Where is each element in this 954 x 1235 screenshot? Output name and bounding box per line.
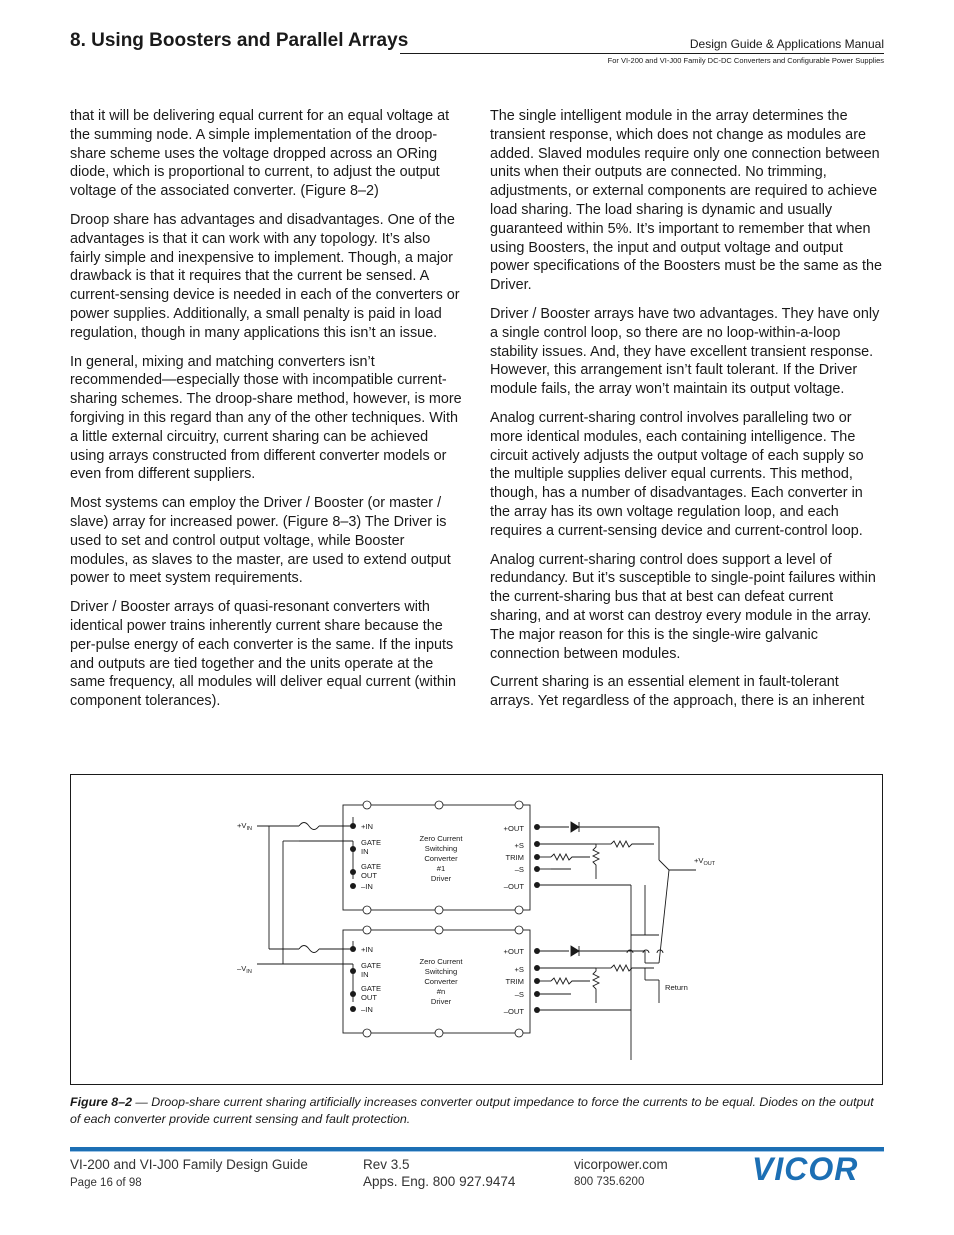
pin-label: –IN <box>361 1005 373 1014</box>
vin-pos-sub: IN <box>246 826 252 832</box>
module-text: Driver <box>430 874 452 883</box>
paragraph: Droop share has advantages and disadvantages. One of the advantages is that it can work with any topology. It’s also fairly simple and inexpensive to implement. Though, a major drawback is that it requires that the current be sensed. A current-sensing device is needed in each of the converters or power supplies. Additionally, a small penalty is paid in load regulation, though in many applications this isn’t an issue. <box>70 211 460 341</box>
module-text: #1 <box>436 864 446 873</box>
vin-neg-sub: IN <box>246 969 252 975</box>
paragraph: Current sharing is an essential element in fault-tolerant arrays. Yet regardless of the approach, there is an inherent <box>490 674 865 710</box>
module-text: Converter <box>424 854 458 863</box>
module-text: Driver <box>430 997 452 1006</box>
svg-text:+VOUT <box>694 856 716 867</box>
pin-label: GATE <box>361 961 382 970</box>
module-text: Switching <box>424 967 458 976</box>
pin-label: TRIM <box>505 853 524 862</box>
paragraph: Driver / Booster arrays of quasi-resonant converters with identical power trains inherently current share because the per-pulse energy of each converter is the same. If the inputs and outputs are tied together and the units operate at the same frequency, all modules will deliver equal current (within component tolerances). <box>70 599 457 710</box>
pin-label: +IN <box>361 822 374 831</box>
manual-subtitle: For VI-200 and VI-J00 Family DC-DC Converters and Configurable Power Supplies <box>607 56 884 65</box>
vin-pos-label: +V <box>237 821 247 830</box>
caption-label: Figure 8–2 <box>70 1095 132 1109</box>
pin-label: GATE <box>361 838 382 847</box>
circuit-diagram <box>71 775 882 1084</box>
paragraph: Driver / Booster arrays have two advantages. They have only a single control loop, so there are no loop-within-a-loop stability issues. And, they have excellent transient response. However, this arrangement isn’t fault tolerant. If the Driver module fails, the array won’t maintain its output voltage. <box>490 305 880 398</box>
pin-label: GATE <box>361 862 382 871</box>
paragraph: Most systems can employ the Driver / Booster (or master / slave) array for increased power. (Figure 8–3) The Driver is used to set and control output voltage, while Booster modules, as slaves to the master, are used to extend output power to meet system requirements. <box>70 495 451 587</box>
module-text: #n <box>436 987 446 996</box>
figure-8-2-frame <box>70 774 883 1085</box>
pin-label: +OUT <box>503 947 524 956</box>
svg-text:+VIN <box>237 821 252 832</box>
module-text: Zero Current <box>419 957 463 966</box>
manual-title: Design Guide & Applications Manual <box>689 37 884 51</box>
footer-phone: 800 735.6200 <box>574 1176 645 1188</box>
pin-label: +IN <box>361 945 374 954</box>
footer-doc-title: VI-200 and VI-J00 Family Design Guide <box>70 1157 308 1172</box>
pin-label: –OUT <box>503 882 524 891</box>
paragraph: Analog current-sharing control does support a level of redundancy. But it’s susceptible to single-point failures within the current-sharing bus that at best can defeat current sharing, and at worst can destroy every module in the array. The major reason for this is the single-wire galvanic connection between modules. <box>490 551 876 662</box>
pin-label: –OUT <box>503 1007 524 1016</box>
caption-text: — Droop-share current sharing artificially increases converter output impedance to force the currents to be equal. Diodes on the output of each converter provide current sensing and fault protection. <box>70 1095 874 1126</box>
vout-sub: OUT <box>703 861 716 867</box>
footer-website[interactable]: vicorpower.com <box>574 1157 668 1172</box>
pin-label: OUT <box>361 993 378 1002</box>
pin-label: +S <box>514 841 524 850</box>
pin-label: +S <box>514 965 524 974</box>
svg-text:–VIN <box>237 964 252 975</box>
right-column <box>490 107 884 721</box>
paragraph: Analog current-sharing control involves paralleling two or more identical modules, each containing intelligence. The circuit actively adjusts the output voltage of each supply so the multiple supplies deliver equal currents. This method, though, has a number of disadvantages. Each converter in the array has its own voltage regulation loop, and each requires a current-sensing device and current-control loop. <box>490 409 864 539</box>
vin-neg-label: –V <box>237 964 247 973</box>
footer-apps-phone: Apps. Eng. 800 927.9474 <box>363 1174 516 1189</box>
figure-caption <box>70 1094 884 1127</box>
pin-label: –S <box>514 990 524 999</box>
pin-label: +OUT <box>503 824 524 833</box>
pin-label: IN <box>361 847 369 856</box>
vicor-logo-text: VICOR <box>752 1153 859 1185</box>
paragraph: In general, mixing and matching converters isn’t recommended—especially those with incompatible current-sharing schemes. The droop-share method, however, is more forgiving in this regard than any of the other techniques. With a little external circuitry, current sharing can be achieved using arrays constructed from different converter models or even from different suppliers. <box>70 353 462 483</box>
return-label: Return <box>665 983 688 992</box>
header-rule <box>400 53 884 54</box>
module-text: Zero Current <box>419 834 463 843</box>
pin-label: GATE <box>361 984 382 993</box>
paragraph: that it will be delivering equal current for an equal voltage at the summing node. A simple implementation of the droop-share scheme uses the voltage dropped across an ORing diode, which is proportional to current, to adjust the output voltage of the associated converter. (Figure 8–2) <box>70 108 450 200</box>
pin-label: –S <box>514 865 524 874</box>
vicor-logo <box>752 1153 886 1185</box>
footer-rule-light <box>70 1151 884 1152</box>
pin-label: TRIM <box>505 977 524 986</box>
section-title: 8. Using Boosters and Parallel Arrays <box>70 30 409 51</box>
module-text: Switching <box>424 844 458 853</box>
pin-label: –IN <box>361 882 373 891</box>
pin-label: OUT <box>361 871 378 880</box>
pin-label: IN <box>361 970 369 979</box>
paragraph: The single intelligent module in the array determines the transient response, which does not change as modules are added. Slaved modules require only one connection between units when their outputs are connected. No trimming, adjustments, or external components are required to achieve load sharing. The load sharing is dynamic and usually guaranteed within 5%. It’s important to remember that when using Boosters, the input and output voltage and output power specifications of the Boosters must be the same as the Driver. <box>490 108 882 294</box>
vout-label: +V <box>694 856 704 865</box>
footer-rev: Rev 3.5 <box>363 1157 410 1172</box>
left-column <box>70 107 464 721</box>
module-text: Converter <box>424 977 458 986</box>
footer-page: Page 16 of 98 <box>70 1177 142 1189</box>
